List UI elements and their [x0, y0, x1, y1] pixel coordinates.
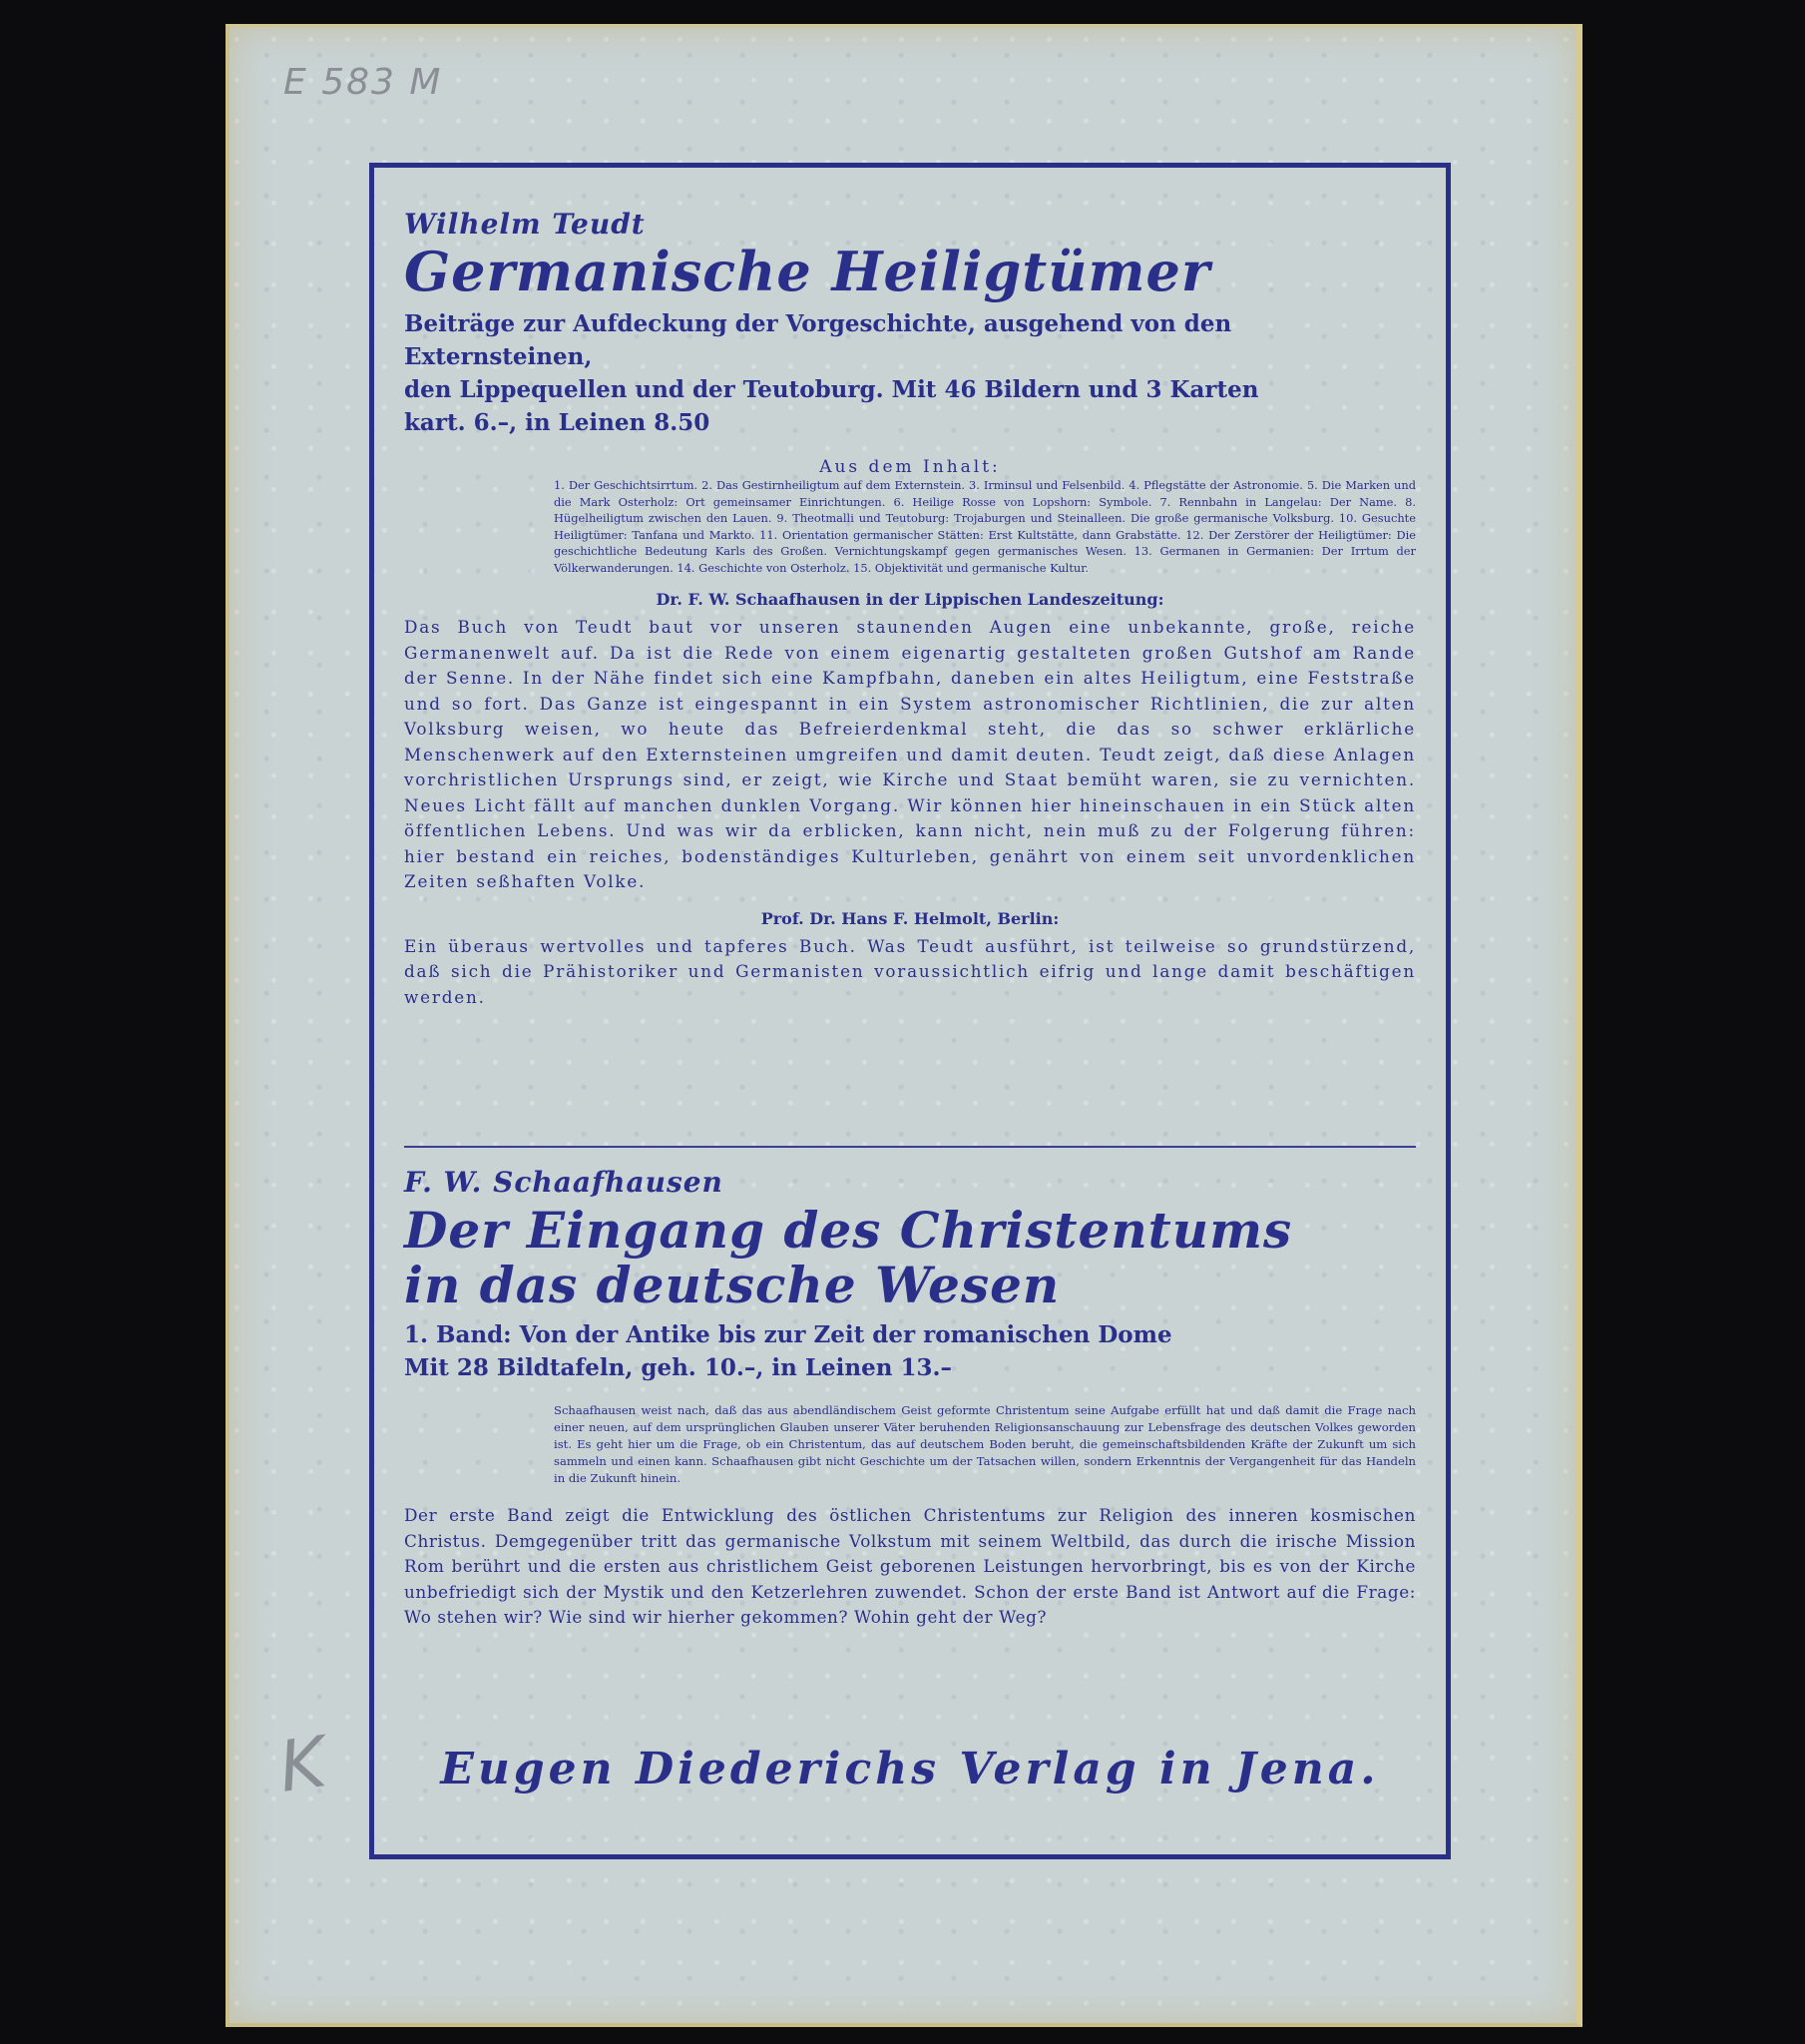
book2-title-line: in das deutsche Wesen	[404, 1256, 1061, 1314]
section-divider	[404, 1146, 1416, 1148]
book1-subtitle-line: den Lippequellen und der Teutoburg. Mit 46 Bildern und 3 Karten	[404, 376, 1259, 404]
book2-subtitle-line: Mit 28 Bildtafeln, geh. 10.–, in Leinen 13.–	[404, 1354, 952, 1381]
pencil-catalog-mark: E 583 M	[283, 62, 443, 103]
book1-section	[404, 208, 1416, 1010]
pencil-margin-mark: K	[273, 1721, 331, 1808]
book1-subtitle-line: kart. 6.–, in Leinen 8.50	[404, 409, 710, 437]
publisher-line: Eugen Diederichs Verlag in Jena.	[440, 1744, 1380, 1794]
contents-heading: Aus dem Inhalt:	[819, 457, 1001, 478]
review2-heading: Prof. Dr. Hans F. Helmolt, Berlin:	[760, 908, 1060, 928]
book2-author: F. W. Schaafhausen	[404, 1166, 723, 1199]
book1-subtitle-line: Beiträge zur Aufdeckung der Vorgeschichte, ausgehend von den Externsteinen,	[404, 310, 1232, 371]
book2-subtitle-line: 1. Band: Von der Antike bis zur Zeit der romanischen Dome	[404, 1321, 1172, 1348]
book2-section	[404, 1166, 1416, 1631]
book1-title: Germanische Heiligtümer	[404, 240, 1211, 303]
book1-author: Wilhelm Teudt	[404, 208, 646, 241]
review1-text: Das Buch von Teudt baut vor unseren staunenden Augen eine unbekannte, große, reiche Germanenwelt auf. Da ist die Rede von einem eigenartig gestalteten großen Gutshof am Rande der Senne. In der Nähe findet sich eine Kampfbahn, daneben ein altes Heiligtum, eine Feststraße und so fort. Das Ganze ist eingespannt in ein System astronomischer Richtlinien, die zur alten Volksburg weisen, wo heute das Befreierdenkmal steht, die das so schwer erklärliche Menschenwerk auf den Externsteinen umgreifen und damit deuten. Teudt zeigt, daß diese Anlagen vorchristlichen Ursprungs sind, er zeigt, wie Kirche und Staat bemüht waren, sie zu vernichten. Neues Licht fällt auf manchen dunklen Vorgang. Wir können hier hineinschauen in ein Stück alten öffentlichen Lebens. Und was wir da erblicken, kann nicht, nein muß zu der Folgerung führen: hier bestand ein reiches, bodenständiges Kulturleben, genährt von einem seit unvordenklichen Zeiten seßhaften Volke.	[404, 617, 1416, 892]
book2-title-line: Der Eingang des Christentums	[404, 1201, 1293, 1260]
book2-description: Der erste Band zeigt die Entwicklung des östlichen Christentums zur Religion des inneren kosmischen Christus. Demgegenüber tritt das germanische Volkstum mit seinem Weltbild, das durch die irische Mission Rom berührt und die ersten aus christlichem Geist geborenen Leistungen hervorbringt, bis es von der Kirche unbefriedigt sich der Mystik und den Ketzerlehren zuwendet. Schon der erste Band ist Antwort auf die Frage: Wo stehen wir? Wie sind wir hierher gekommen? Wohin geht der Weg?	[404, 1505, 1416, 1627]
advertisement-frame	[369, 163, 1451, 1859]
book1-subtitle	[404, 307, 1416, 439]
review2-text: Ein überaus wertvolles und tapferes Buch. Was Teudt ausführt, ist teilweise so grundstürzend, daß sich die Prähistoriker und Germanisten voraussichtlich eifrig und lange damit beschäftigen werden.	[404, 935, 1416, 1007]
contents-list: 1. Der Geschichtsirrtum. 2. Das Gestirnheiligtum auf dem Externstein. 3. Irminsul und Felsenbild. 4. Pflegstätte der Astronomie. 5. Die Marken und die Mark Osterholz: Ort gemeinsamer Einrichtungen. 6. Heilige Rosse von Lopshorn: Symbole. 7. Rennbahn in Langelau: Der Name. 8. Hügelheiligtum zwischen den Lauen. 9. Theotmalli und Teutoburg: Trojaburgen und Steinalleen. Die große germanische Volksburg. 10. Gesuchte Heiligtümer: Tanfana und Markto. 11. Orientation germanischer Stätten: Erst Kultstätte, dann Grabstätte. 12. Der Zerstörer der Heiligtümer: Die geschichtliche Bedeutung Karls des Großen. Vernichtungskampf gegen germanisches Wesen. 13. Germanen in Germanien: Der Irrtum der Völkerwanderungen. 14. Geschichte von Osterholz. 15. Objektivität und germanische Kultur.	[554, 478, 1416, 575]
book2-blurb: Schaafhausen weist nach, daß das aus abendländischem Geist geformte Christentum seine Aufgabe erfüllt hat und daß damit die Frage nach einer neuen, auf dem ursprünglichen Glauben unserer Väter beruhenden Religionsanschauung zur Lebensfrage des deutschen Volkes geworden ist. Es geht hier um die Frage, ob ein Christentum, das auf deutschem Boden beruht, die gemeinschaftsbildenden Kräfte der Zukunft um sich sammeln und einen kann. Schaafhausen gibt nicht Geschichte um der Tatsachen willen, sondern Erkenntnis der Vergangenheit für das Handeln in die Zukunft hinein.	[554, 1403, 1416, 1485]
book2-title	[404, 1203, 1416, 1312]
book2-subtitle	[404, 1318, 1416, 1384]
page-sheet	[226, 24, 1582, 2027]
review1-heading: Dr. F. W. Schaafhausen in der Lippischen Landeszeitung:	[656, 590, 1164, 610]
